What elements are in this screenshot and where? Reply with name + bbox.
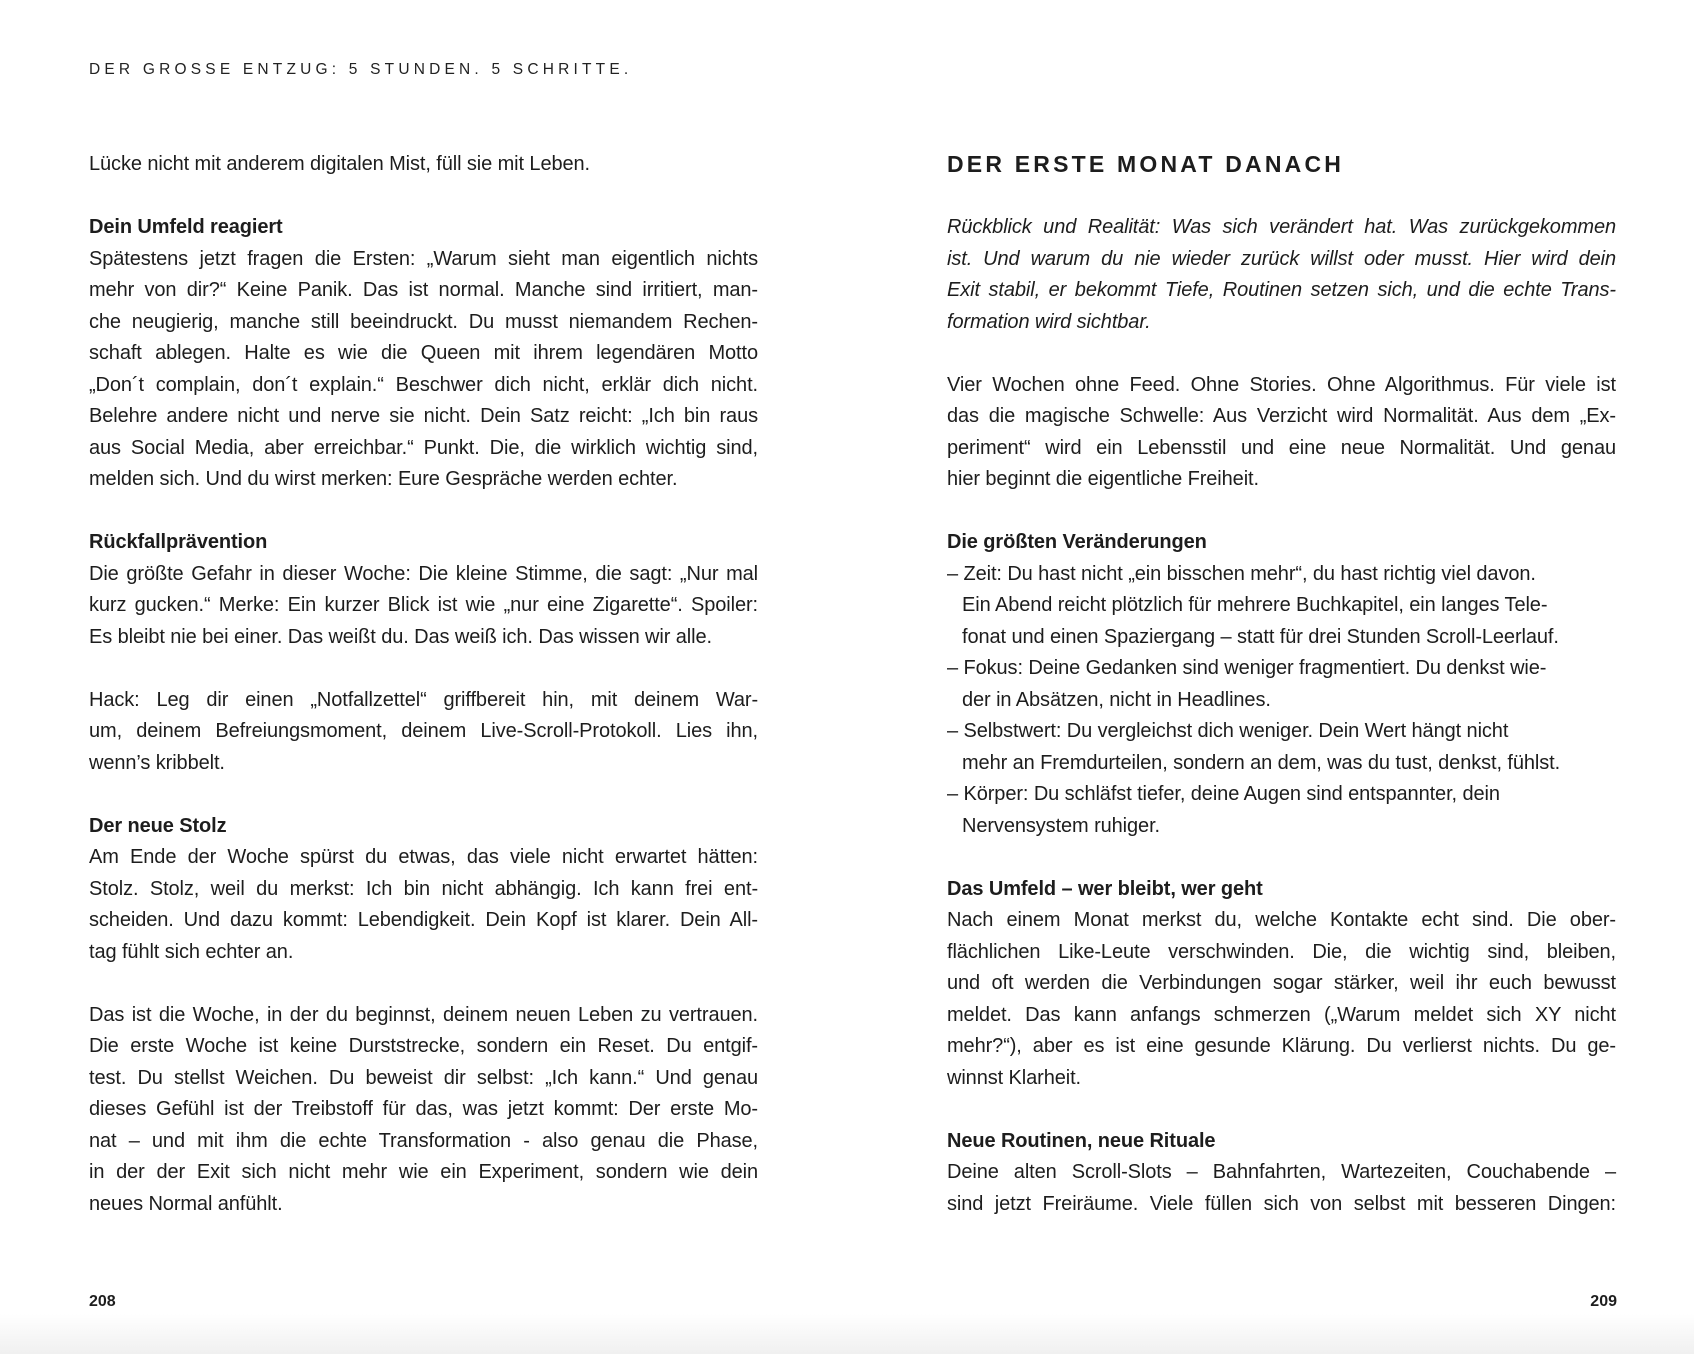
text-line: nat – und mit ihm die echte Transformation - also genau die Phase, <box>89 1129 758 1152</box>
text-line: – Zeit: Du hast nicht „ein bisschen mehr“, du hast richtig viel davon. <box>947 562 1536 585</box>
list-continuation-line: mehr an Fremdurteilen, sondern an dem, was du tust, denkst, fühlst. <box>962 751 1561 774</box>
text-line: – Fokus: Deine Gedanken sind weniger fragmentiert. Du denkst wie- <box>947 657 1547 679</box>
chapter-title: DER ERSTE MONAT DANACH <box>947 151 1345 177</box>
text-line: – Körper: Du schläfst tiefer, deine Augen sind entspannter, dein <box>947 783 1500 805</box>
text-line: mehr?“), aber es ist eine gesunde Klärung. Du verlierst nichts. Du ge- <box>947 1035 1616 1057</box>
text-line: das die magische Schwelle: Aus Verzicht wird Normalität. Aus dem „Ex- <box>947 405 1616 427</box>
text-line: Deine alten Scroll-Slots – Bahnfahrten, Wartezeiten, Couchabende – <box>947 1161 1616 1183</box>
text-line: flächlichen Like-Leute verschwinden. Die, die wichtig sind, bleiben, <box>947 940 1616 963</box>
text-line: – Selbstwert: Du vergleichst dich weniger. Dein Wert hängt nicht <box>947 720 1509 742</box>
text-line: mehr von dir?“ Keine Panik. Das ist normal. Manche sind irritiert, man- <box>89 279 758 301</box>
text-line: Am Ende der Woche spürst du etwas, das viele nicht erwartet hätten: <box>89 846 758 868</box>
text-line: und oft werden die Verbindungen sogar stärker, weil ihr euch bewusst <box>947 972 1616 994</box>
text-line: kurz gucken.“ Merke: Ein kurzer Blick ist wie „nur eine Zigarette“. Spoiler: <box>89 594 758 616</box>
text-line: schaft ablegen. Halte es wie die Queen mit ihrem legendären Motto <box>89 342 758 364</box>
text-line: wenn’s kribbelt. <box>89 751 225 774</box>
text-line: „Don´t complain, don´t explain.“ Beschwer dich nicht, erklär dich nicht. <box>89 373 758 396</box>
text-line: Vier Wochen ohne Feed. Ohne Stories. Ohne Algorithmus. Für viele ist <box>947 373 1616 396</box>
page-shadow <box>0 1314 1694 1354</box>
section-heading: Die größten Veränderungen <box>947 531 1207 553</box>
section-heading: Der neue Stolz <box>89 814 227 837</box>
text-line: Belehre andere nicht und nerve sie nicht. Dein Satz reicht: „Ich bin raus <box>89 405 758 427</box>
running-head: DER GROSSE ENTZUG: 5 STUNDEN. 5 SCHRITTE. <box>89 61 633 78</box>
intro-line: Rückblick und Realität: Was sich verändert hat. Was zurückgekommen <box>947 216 1616 238</box>
section-heading: Dein Umfeld reagiert <box>89 216 283 238</box>
text-line: Spätestens jetzt fragen die Ersten: „Warum sieht man eigentlich nichts <box>89 247 758 270</box>
text-line: meldet. Das kann anfangs schmerzen („Warum meldet sich XY nicht <box>947 1003 1616 1026</box>
text-line: aus Social Media, aber erreichbar.“ Punkt. Die, die wirklich wichtig sind, <box>89 436 758 459</box>
text-line: Stolz. Stolz, weil du merkst: Ich bin nicht abhängig. Ich kann frei ent- <box>89 877 758 900</box>
intro-line: formation wird sichtbar. <box>947 310 1151 333</box>
text-line: in der der Exit sich nicht mehr wie ein Experiment, sondern wie dein <box>89 1161 758 1183</box>
text-line: periment“ wird ein Lebensstil und eine neue Normalität. Und genau <box>947 436 1616 459</box>
section-heading: Das Umfeld – wer bleibt, wer geht <box>947 877 1263 900</box>
text-line: Das ist die Woche, in der du beginnst, deinem neuen Leben zu vertrauen. <box>89 1003 758 1026</box>
list-continuation-line: fonat und einen Spaziergang – statt für drei Stunden Scroll-Leerlauf. <box>962 625 1559 648</box>
text-line: winnst Klarheit. <box>947 1066 1082 1089</box>
intro-line: ist. Und warum du nie wieder zurück willst oder musst. Hier wird dein <box>947 247 1616 270</box>
text-line: Nach einem Monat merkst du, welche Kontakte echt sind. Die ober- <box>947 909 1616 931</box>
text-line: che neugierig, manche still beeindruckt. Du musst niemandem Rechen- <box>89 310 758 333</box>
intro-line: Exit stabil, er bekommt Tiefe, Routinen setzen sich, und die echte Trans- <box>947 279 1616 301</box>
list-continuation-line: Nervensystem ruhiger. <box>962 814 1160 837</box>
text-line: neues Normal anfühlt. <box>89 1192 283 1215</box>
section-heading: Rückfallprävention <box>89 531 268 553</box>
text-line: dieses Gefühl ist der Treibstoff für das, was jetzt kommt: Der erste Mo- <box>89 1098 758 1120</box>
section-heading: Neue Routinen, neue Rituale <box>947 1129 1216 1152</box>
text-line: um, deinem Befreiungsmoment, deinem Live-Scroll-Protokoll. Lies ihn, <box>89 720 758 742</box>
text-line: Lücke nicht mit anderem digitalen Mist, füll sie mit Leben. <box>89 153 591 175</box>
list-continuation-line: der in Absätzen, nicht in Headlines. <box>962 688 1271 711</box>
text-line: Es bleibt nie bei einer. Das weißt du. Das weiß ich. Das wissen wir alle. <box>89 625 712 648</box>
text-line: tag fühlt sich echter an. <box>89 940 294 963</box>
list-continuation-line: Ein Abend reicht plötzlich für mehrere Buchkapitel, ein langes Tele- <box>962 594 1548 616</box>
text-line: melden sich. Und du wirst merken: Eure Gespräche werden echter. <box>89 468 678 490</box>
page-number-right: 209 <box>1590 1293 1617 1310</box>
text-line: hier beginnt die eigentliche Freiheit. <box>947 468 1259 490</box>
page-number-left: 208 <box>89 1293 116 1310</box>
text-line: test. Du stellst Weichen. Du beweist dir selbst: „Ich kann.“ Und genau <box>89 1066 758 1089</box>
text-line: Hack: Leg dir einen „Notfallzettel“ griffbereit hin, mit deinem War- <box>89 688 758 711</box>
text-line: sind jetzt Freiräume. Viele füllen sich von selbst mit besseren Dingen: <box>947 1192 1616 1215</box>
text-line: scheiden. Und dazu kommt: Lebendigkeit. Dein Kopf ist klarer. Dein All- <box>89 909 758 931</box>
text-line: Die erste Woche ist keine Durststrecke, sondern ein Reset. Du entgif- <box>89 1035 758 1057</box>
text-line: Die größte Gefahr in dieser Woche: Die kleine Stimme, die sagt: „Nur mal <box>89 562 758 585</box>
